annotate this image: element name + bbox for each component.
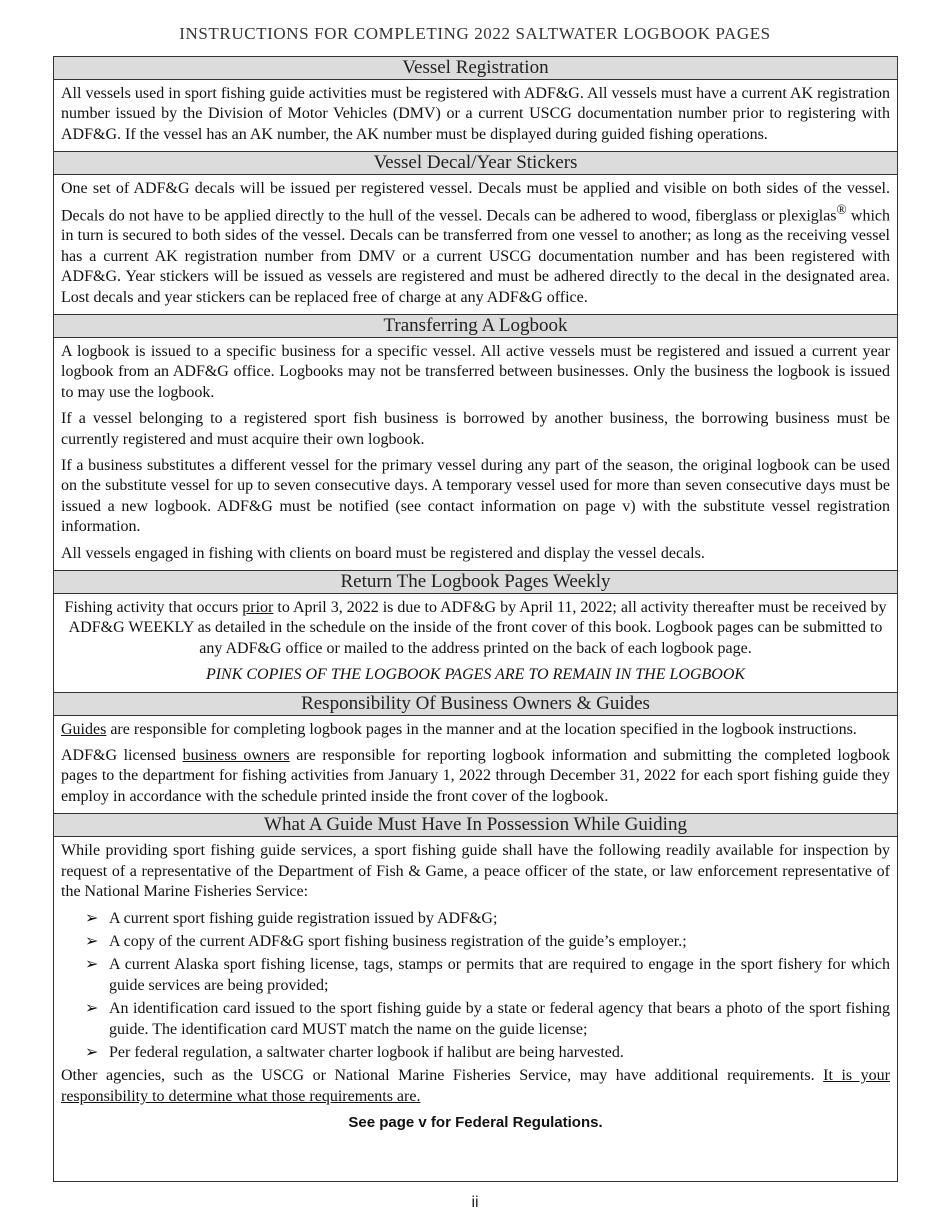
decals-text-a: One set of ADF&G decals will be issued per registered vessel. Decals must be applied and visible on both sides of the vessel. Decals do not have to be applied directly to the hull of the vessel. Decals can be adhered to wood, fiberglass or plexiglas: [61, 180, 890, 224]
body-possession: [54, 837, 897, 1139]
body-return-weekly: [54, 594, 897, 692]
responsibility-p1-text: are responsible for completing logbook pages in the manner and at the location specified in the logbook instructions.: [106, 720, 857, 738]
page-number: ii: [471, 1194, 479, 1211]
list-item-text: A current sport fishing guide registration issued by ADF&G;: [109, 909, 498, 927]
pink-copies-notice: PINK COPIES OF THE LOGBOOK PAGES ARE TO REMAIN IN THE LOGBOOK: [205, 666, 746, 684]
body-responsibility: [54, 716, 897, 814]
transferring-p1: A logbook is issued to a specific business for a specific vessel. All active vessels must be registered and issued a current year logbook from an ADF&G office. Logbooks may not be transferred between businesses. Only the business the logbook is issued to may use the logbook.: [61, 342, 890, 401]
transferring-p2: If a vessel belonging to a registered sport fish business is borrowed by another business, the borrowing business must be currently registered and must acquire their own logbook.: [61, 410, 890, 448]
responsibility-p1: [61, 720, 890, 740]
possession-closing-underlined: It is your responsibility to determine what those requirements are.: [61, 1067, 890, 1105]
heading-vessel-registration: Vessel Registration: [54, 57, 897, 80]
return-text-a: Fishing activity that occurs: [64, 599, 243, 617]
heading-vessel-decals: Vessel Decal/Year Stickers: [54, 151, 897, 175]
list-item-text: Per federal regulation, a saltwater charter logbook if halibut are being harvested.: [109, 1043, 624, 1061]
heading-possession: What A Guide Must Have In Possession While Guiding: [54, 813, 897, 837]
possession-intro: While providing sport fishing guide services, a sport fishing guide shall have the following readily available for inspection by request of a representative of the Department of Fish & Game, a peace officer of the state, or law enforcement representative of the National Marine Fisheries Service:: [61, 842, 890, 901]
instructions-frame: [53, 56, 898, 1182]
decals-text-b: which in turn is secured to both sides of the vessel. Decals can be transferred from one vessel to another; as long as the receiving vessel has a current AK registration number from DMV or a current USCG documentation number and has been registered with ADF&G. Year stickers will be issued as vessels are registered and must be adhered directly to the decal in the designated area. Lost decals and year stickers can be replaced free of charge at any ADF&G office.: [61, 206, 890, 306]
responsibility-p2-a: ADF&G licensed: [61, 747, 183, 765]
body-transferring-logbook: [54, 338, 897, 570]
possession-closing-a: Other agencies, such as the USCG or National Marine Fisheries Service, may have additional requirements.: [61, 1067, 824, 1085]
responsibility-guides: Guides: [61, 720, 107, 738]
document-title: INSTRUCTIONS FOR COMPLETING 2022 SALTWATER LOGBOOK PAGES: [179, 24, 771, 43]
responsibility-p2: [61, 746, 890, 807]
federal-regulations-note: See page v for Federal Regulations.: [348, 1114, 603, 1132]
arrow-bullet-icon: ➢: [85, 1043, 99, 1061]
arrow-bullet-icon: ➢: [85, 909, 99, 927]
list-item: [85, 932, 890, 952]
list-item: [85, 1043, 890, 1063]
arrow-bullet-icon: ➢: [85, 1000, 99, 1018]
list-item: [85, 909, 890, 929]
transferring-p3: If a business substitutes a different vessel for the primary vessel during any part of the season, the original logbook can be used on the substitute vessel for up to seven consecutive days. A temporary vessel used for more than seven consecutive days must be issued a new logbook. ADF&G must be notified (see contact information on page v) with the substitute vessel registration information.: [61, 457, 890, 536]
transferring-p4: All vessels engaged in fishing with clients on board must be registered and display the vessel decals.: [61, 544, 705, 562]
return-text-prior: prior: [242, 599, 274, 617]
possession-closing: [61, 1066, 890, 1107]
list-item-text: A copy of the current ADF&G sport fishing business registration of the guide’s employer.;: [109, 932, 687, 950]
list-item: [85, 955, 890, 996]
responsibility-p2-b: are responsible for reporting logbook information and submitting the completed logbook pages to the department for fishing activities from January 1, 2022 through December 31, 2022 for each sport fishing guide they employ in accordance with the schedule printed inside the front cover of the logbook.: [61, 747, 890, 805]
heading-responsibility: Responsibility Of Business Owners & Guides: [54, 692, 897, 716]
possession-list: [61, 909, 890, 1064]
list-item-text: A current Alaska sport fishing license, tags, stamps or permits that are required to engage in the sport fishery for which guide services are being provided;: [109, 956, 890, 994]
return-text-b: to April 3, 2022 is due to ADF&G by April 11, 2022; all activity thereafter must be received by ADF&G WEEKLY as detailed in the schedule on the inside of the front cover of this book. Logbook pages can be submitted to any ADF&G office or mailed to the address printed on the back of each logbook page.: [68, 599, 887, 657]
list-item: [85, 999, 890, 1040]
heading-return-weekly: Return The Logbook Pages Weekly: [54, 570, 897, 594]
registered-mark: ®: [836, 201, 847, 217]
heading-transferring-logbook: Transferring A Logbook: [54, 314, 897, 338]
responsibility-business-owners: business owners: [182, 747, 290, 765]
list-item-text: An identification card issued to the sport fishing guide by a state or federal agency that bears a photo of the sport fishing guide. The identification card MUST match the name on the guide license;: [109, 1000, 890, 1038]
body-vessel-decals: [54, 175, 897, 314]
return-weekly-text: [61, 598, 890, 659]
body-vessel-registration: [54, 80, 897, 151]
arrow-bullet-icon: ➢: [85, 956, 99, 974]
decals-text: [61, 179, 890, 308]
arrow-bullet-icon: ➢: [85, 932, 99, 950]
vessel-registration-text: All vessels used in sport fishing guide activities must be registered with ADF&G. All vessels must have a current AK registration number issued by the Division of Motor Vehicles (DMV) or a current USCG documentation number prior to registering with ADF&G. If the vessel has an AK number, the AK number must be displayed during guided fishing operations.: [61, 85, 890, 143]
